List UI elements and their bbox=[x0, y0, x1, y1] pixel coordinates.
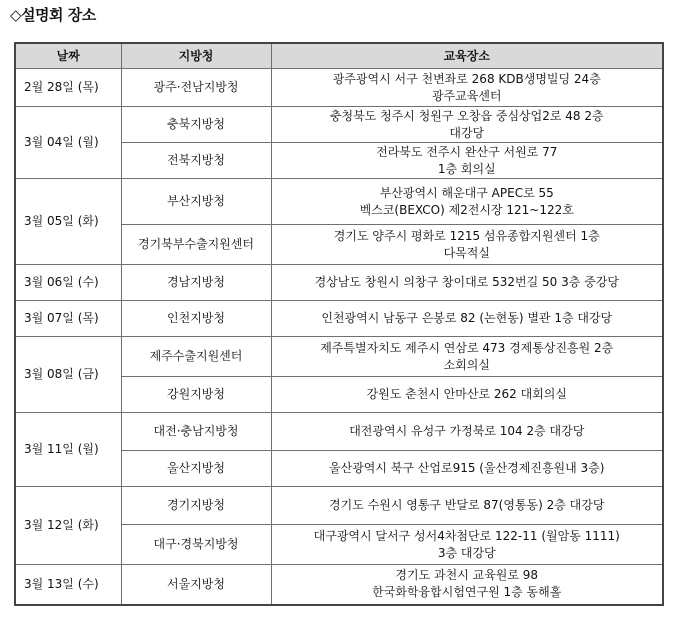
date-cell: 3월 08일 (금) bbox=[15, 337, 121, 413]
venue-line: 전라북도 전주시 완산구 서원로 77 bbox=[376, 144, 558, 159]
office-column-header: 지방청 bbox=[121, 43, 271, 69]
venue-cell bbox=[271, 143, 663, 179]
venue-cell bbox=[271, 69, 663, 107]
venue-line: 다목적실 bbox=[443, 245, 490, 260]
venue-line: 3층 대강당 bbox=[437, 545, 496, 560]
venue-line: 제주특별자치도 제주시 연삼로 473 경제통상진흥원 2층 bbox=[320, 340, 614, 355]
table-row bbox=[15, 179, 663, 225]
venue-line: 1층 회의실 bbox=[437, 161, 496, 176]
venue-cell bbox=[271, 301, 663, 337]
office-cell: 경기지방청 bbox=[121, 487, 271, 525]
office-cell: 제주수출지원센터 bbox=[121, 337, 271, 377]
venue-cell bbox=[271, 377, 663, 413]
table-row bbox=[15, 487, 663, 525]
venue-line: 광주광역시 서구 천변좌로 268 KDB생명빌딩 24층 bbox=[332, 71, 601, 86]
venue-cell bbox=[271, 525, 663, 565]
venue-line: 소회의실 bbox=[443, 357, 490, 372]
office-cell: 서울지방청 bbox=[121, 565, 271, 605]
table-body bbox=[15, 69, 663, 605]
date-cell: 3월 13일 (수) bbox=[15, 565, 121, 605]
office-cell: 강원지방청 bbox=[121, 377, 271, 413]
table-row bbox=[15, 265, 663, 301]
table-row bbox=[15, 337, 663, 377]
date-column-header: 날짜 bbox=[15, 43, 121, 69]
venue-line: 광주교육센터 bbox=[431, 88, 502, 103]
venue-cell bbox=[271, 107, 663, 143]
venue-cell bbox=[271, 413, 663, 451]
venue-cell bbox=[271, 337, 663, 377]
venue-line: 울산광역시 북구 산업로915 (울산경제진흥원내 3층) bbox=[329, 461, 605, 475]
venue-column-header: 교육장소 bbox=[271, 43, 663, 69]
venue-cell bbox=[271, 225, 663, 265]
table-row bbox=[15, 301, 663, 337]
office-cell: 경기북부수출지원센터 bbox=[121, 225, 271, 265]
venue-line: 대구광역시 달서구 성서4차첨단로 122-11 (월암동 1111) bbox=[313, 528, 620, 543]
office-cell: 인천지방청 bbox=[121, 301, 271, 337]
venue-line: 강원도 춘천시 안마산로 262 대회의실 bbox=[366, 387, 567, 401]
office-cell: 광주·전남지방청 bbox=[121, 69, 271, 107]
table-row bbox=[15, 69, 663, 107]
venue-cell bbox=[271, 451, 663, 487]
date-cell: 3월 04일 (월) bbox=[15, 107, 121, 179]
venue-line: 한국화학융합시험연구원 1층 동해홀 bbox=[372, 585, 562, 600]
venue-line: 경기도 과천시 교육원로 98 bbox=[395, 568, 539, 583]
venue-line: 대전광역시 유성구 가정북로 104 2층 대강당 bbox=[349, 424, 585, 438]
venue-line: 인천광역시 남동구 은봉로 82 (논현동) 별관 1층 대강당 bbox=[321, 311, 613, 325]
office-cell: 대전·충남지방청 bbox=[121, 413, 271, 451]
date-cell: 3월 05일 (화) bbox=[15, 179, 121, 265]
office-cell: 대구·경북지방청 bbox=[121, 525, 271, 565]
date-cell: 3월 12일 (화) bbox=[15, 487, 121, 565]
venue-cell bbox=[271, 565, 663, 605]
venue-cell bbox=[271, 179, 663, 225]
date-cell: 2월 28일 (목) bbox=[15, 69, 121, 107]
venue-line: 충청북도 청주시 청원구 오창읍 중심상업2로 48 2층 bbox=[329, 108, 604, 123]
section-title: ◇설명회 장소 bbox=[10, 6, 96, 24]
office-cell: 전북지방청 bbox=[121, 143, 271, 179]
date-cell: 3월 11일 (월) bbox=[15, 413, 121, 487]
venue-cell bbox=[271, 265, 663, 301]
office-cell: 부산지방청 bbox=[121, 179, 271, 225]
office-cell: 울산지방청 bbox=[121, 451, 271, 487]
venue-cell bbox=[271, 487, 663, 525]
office-cell: 충북지방청 bbox=[121, 107, 271, 143]
date-cell: 3월 06일 (수) bbox=[15, 265, 121, 301]
venue-line: 대강당 bbox=[449, 125, 485, 140]
venue-line: 부산광역시 해운대구 APEC로 55 bbox=[379, 185, 554, 200]
table-header-row bbox=[15, 43, 663, 69]
table-row bbox=[15, 565, 663, 605]
office-cell: 경남지방청 bbox=[121, 265, 271, 301]
venue-line: 벡스코(BEXCO) 제2전시장 121~122호 bbox=[359, 202, 574, 217]
venue-line: 경상남도 창원시 의창구 창이대로 532번길 50 3층 중강당 bbox=[314, 275, 619, 289]
table-row bbox=[15, 413, 663, 451]
venue-line: 경기도 양주시 평화로 1215 섬유종합지원센터 1층 bbox=[333, 228, 600, 243]
venue-line: 경기도 수원시 영통구 반달로 87(영통동) 2층 대강당 bbox=[329, 498, 605, 512]
date-cell: 3월 07일 (목) bbox=[15, 301, 121, 337]
venue-table bbox=[14, 42, 664, 606]
table-row bbox=[15, 107, 663, 143]
